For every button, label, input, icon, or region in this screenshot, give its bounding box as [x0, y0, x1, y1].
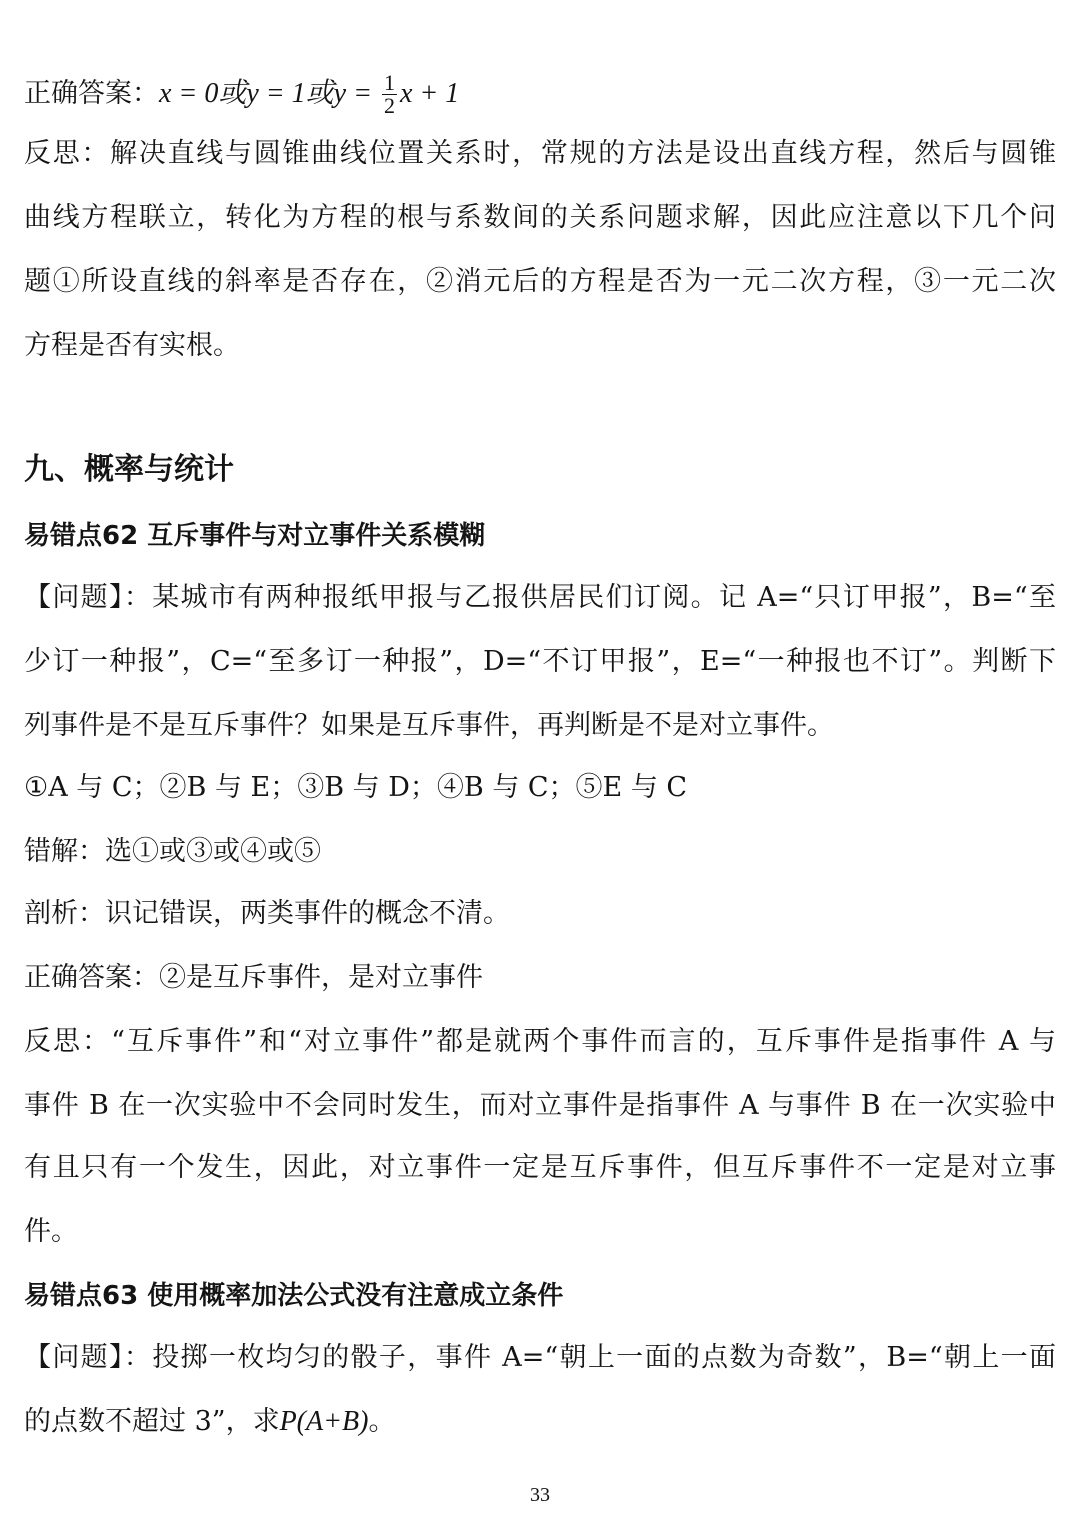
reflect-line: 件。: [24, 1216, 78, 1247]
reflect-line: 事件 B 在一次实验中不会同时发生，而对立事件是指事件 A 与事件 B 在一次实验中: [24, 1090, 1056, 1121]
point-62-title: 易错点62 互斥事件与对立事件关系模糊: [24, 521, 486, 551]
fraction: [382, 72, 397, 117]
answer-formula-part1: x = 0或y = 1或y =: [159, 78, 379, 109]
problem-line: 【问题】：投掷一枚均匀的骰子，事件 A=“朝上一面的点数为奇数”，B=“朝上一面: [24, 1342, 1056, 1373]
fraction-numerator: 1: [383, 70, 395, 95]
section-title: 九、概率与统计: [24, 452, 234, 487]
answer-formula-part2: x + 1: [399, 78, 460, 109]
problem-end: 。: [368, 1406, 396, 1437]
answer-line: [24, 72, 1056, 117]
reflect-line: 反思：解决直线与圆锥曲线位置关系时，常规的方法是设出直线方程，然后与圆锥: [24, 138, 1056, 169]
correct-answer: 正确答案：②是互斥事件，是对立事件: [24, 962, 483, 993]
reflect-line: 方程是否有实根。: [24, 330, 240, 361]
probability-expression: P(A+B): [279, 1406, 369, 1437]
problem-line: 少订一种报”，C=“至多订一种报”，D=“不订甲报”，E=“一种报也不订”。判断下: [24, 646, 1056, 677]
options-line: ①A 与 C；②B 与 E；③B 与 D；④B 与 C；⑤E 与 C: [24, 772, 688, 803]
answer-label: 正确答案：: [24, 78, 159, 109]
problem-line: 列事件是不是互斥事件？如果是互斥事件，再判断是不是对立事件。: [24, 710, 834, 741]
problem-line: 【问题】：某城市有两种报纸甲报与乙报供居民们订阅。记 A=“只订甲报”，B=“至: [24, 582, 1056, 613]
reflect-line: 题①所设直线的斜率是否存在，②消元后的方程是否为一元二次方程，③一元二次: [24, 266, 1056, 297]
reflect-line: 有且只有一个发生，因此，对立事件一定是互斥事件，但互斥事件不一定是对立事: [24, 1152, 1056, 1183]
page-number: 33: [530, 1484, 550, 1506]
point-63-title: 易错点63 使用概率加法公式没有注意成立条件: [24, 1281, 564, 1311]
reflect-line: 曲线方程联立，转化为方程的根与系数间的关系问题求解，因此应注意以下几个问: [24, 202, 1056, 233]
reflect-line: 反思：“互斥事件”和“对立事件”都是就两个事件而言的，互斥事件是指事件 A 与: [24, 1026, 1056, 1057]
analysis-line: 剖析：识记错误，两类事件的概念不清。: [24, 898, 510, 929]
wrong-solution: 错解：选①或③或④或⑤: [24, 836, 321, 867]
problem-line: [24, 1404, 1056, 1440]
problem-text: 的点数不超过 3”，求: [24, 1406, 280, 1437]
fraction-denominator: 2: [383, 93, 395, 118]
